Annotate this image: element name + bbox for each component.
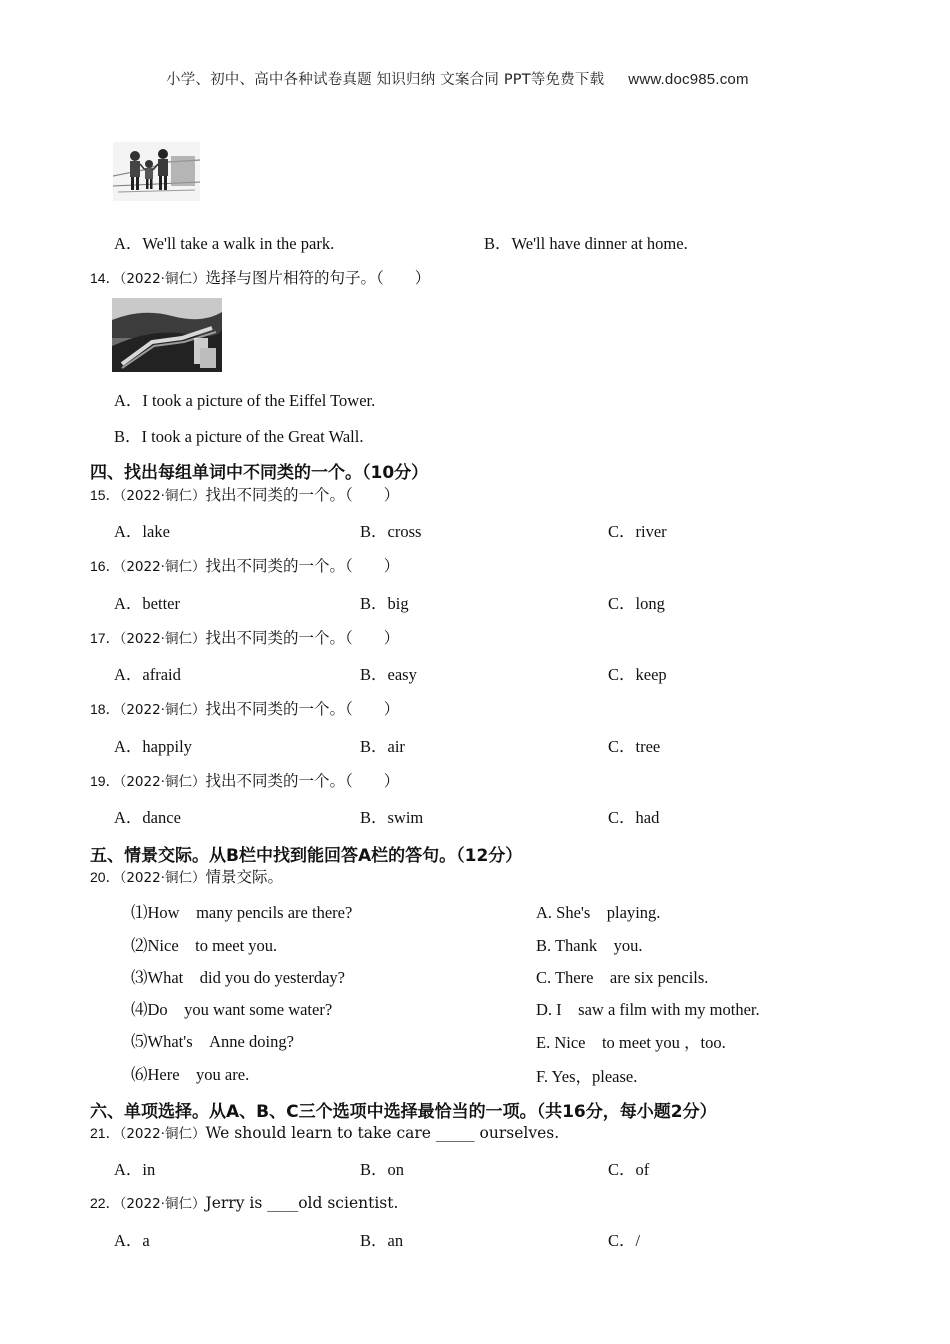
q14-option-b[interactable]: B．I took a picture of the Great Wall. <box>114 427 364 446</box>
q17-option-a[interactable]: A．afraid <box>114 665 181 684</box>
section-4-title: 四、找出每组单词中不同类的一个。（10分） <box>90 463 429 483</box>
q17-option-c[interactable]: C．keep <box>608 665 667 684</box>
question-number: 14． <box>90 270 120 286</box>
great-wall-picture <box>112 298 222 372</box>
q15-option-c[interactable]: C．river <box>608 522 667 541</box>
question-source: （2022·铜仁） <box>119 702 206 718</box>
match-a-item-1: ⑴How many pencils are there? <box>131 903 353 922</box>
q15-option-b[interactable]: B．cross <box>360 522 422 541</box>
question-stem: We should learn to take care _____ ourselves. <box>205 1124 560 1142</box>
q22-option-a[interactable]: A．a <box>114 1231 150 1250</box>
q18-option-c[interactable]: C．tree <box>608 737 661 756</box>
match-b-item-a: A. She's playing. <box>536 903 661 922</box>
family-walk-illustration <box>113 142 200 201</box>
section-6-title: 六、单项选择。从A、B、C三个选项中选择最恰当的一项。（共16分，每小题2分） <box>90 1102 717 1122</box>
question-source: （2022·铜仁） <box>119 271 206 287</box>
q14-question <box>90 266 430 288</box>
match-b-item-d: D. I saw a film with my mother. <box>536 1000 760 1019</box>
page-header <box>166 68 749 89</box>
q16-question <box>90 554 399 576</box>
q21-option-a[interactable]: A．in <box>114 1160 156 1179</box>
question-source: （2022·铜仁） <box>119 559 206 575</box>
match-b-item-f: F. Yes，please. <box>536 1067 638 1086</box>
match-b-item-e: E. Nice to meet you ，too. <box>536 1033 726 1052</box>
q19-option-b[interactable]: B．swim <box>360 808 424 827</box>
question-number: 15． <box>90 487 120 503</box>
q13-option-a[interactable]: A．We'll take a walk in the park. <box>114 234 335 253</box>
match-b-item-c: C. There are six pencils. <box>536 968 709 987</box>
q21-option-b[interactable]: B．on <box>360 1160 405 1179</box>
match-a-item-6: ⑹Here you are. <box>131 1065 250 1084</box>
q19-option-a[interactable]: A．dance <box>114 808 181 827</box>
q13-option-b[interactable]: B．We'll have dinner at home. <box>484 234 688 253</box>
q15-option-a[interactable]: A．lake <box>114 522 170 541</box>
question-stem: 找出不同类的一个。（ ） <box>205 700 400 718</box>
q15-question <box>90 483 399 505</box>
question-number: 18． <box>90 701 120 717</box>
q18-option-a[interactable]: A．happily <box>114 737 192 756</box>
question-number: 20． <box>90 869 120 885</box>
q22-option-b[interactable]: B．an <box>360 1231 404 1250</box>
question-stem: Jerry is ____old scientist. <box>205 1194 399 1212</box>
q16-option-b[interactable]: B．big <box>360 594 409 613</box>
question-number: 21． <box>90 1125 120 1141</box>
q21-question <box>90 1122 559 1143</box>
header-text: 小学、初中、高中各种试卷真题 知识归纳 文案合同 PPT等免费下载 <box>166 72 605 88</box>
q17-option-b[interactable]: B．easy <box>360 665 417 684</box>
question-number: 19． <box>90 773 120 789</box>
question-stem: 情景交际。 <box>205 868 283 886</box>
q16-option-a[interactable]: A．better <box>114 594 180 613</box>
question-stem: 选择与图片相符的句子。（ ） <box>205 269 431 287</box>
question-number: 22． <box>90 1195 120 1211</box>
question-stem: 找出不同类的一个。（ ） <box>205 486 400 504</box>
question-stem: 找出不同类的一个。（ ） <box>205 629 400 647</box>
question-stem: 找出不同类的一个。（ ） <box>205 557 400 575</box>
q22-question <box>90 1192 398 1213</box>
q18-question <box>90 697 399 719</box>
match-a-item-3: ⑶What did you do yesterday? <box>131 968 345 987</box>
question-source: （2022·铜仁） <box>119 631 206 647</box>
question-number: 16． <box>90 558 120 574</box>
great-wall-illustration <box>112 298 222 372</box>
question-stem: 找出不同类的一个。（ ） <box>205 772 400 790</box>
q20-question <box>90 865 283 887</box>
match-b-item-b: B. Thank you. <box>536 936 643 955</box>
family-walk-picture <box>113 142 200 201</box>
q22-option-c[interactable]: C．/ <box>608 1231 641 1250</box>
question-source: （2022·铜仁） <box>119 488 206 504</box>
header-url[interactable]: www.doc985.com <box>628 71 749 88</box>
q17-question <box>90 626 399 648</box>
q19-option-c[interactable]: C．had <box>608 808 660 827</box>
question-source: （2022·铜仁） <box>119 1196 206 1212</box>
match-a-item-2: ⑵Nice to meet you. <box>131 936 278 955</box>
question-source: （2022·铜仁） <box>119 1126 206 1142</box>
match-a-item-5: ⑸What's Anne doing? <box>131 1032 294 1051</box>
q21-option-c[interactable]: C．of <box>608 1160 650 1179</box>
question-number: 17． <box>90 630 120 646</box>
match-a-item-4: ⑷Do you want some water? <box>131 1000 333 1019</box>
q18-option-b[interactable]: B．air <box>360 737 405 756</box>
q19-question <box>90 769 399 791</box>
question-source: （2022·铜仁） <box>119 870 206 886</box>
section-5-title: 五、情景交际。从B栏中找到能回答A栏的答句。（12分） <box>90 846 523 866</box>
q14-option-a[interactable]: A．I took a picture of the Eiffel Tower. <box>114 391 376 410</box>
q16-option-c[interactable]: C．long <box>608 594 665 613</box>
question-source: （2022·铜仁） <box>119 774 206 790</box>
